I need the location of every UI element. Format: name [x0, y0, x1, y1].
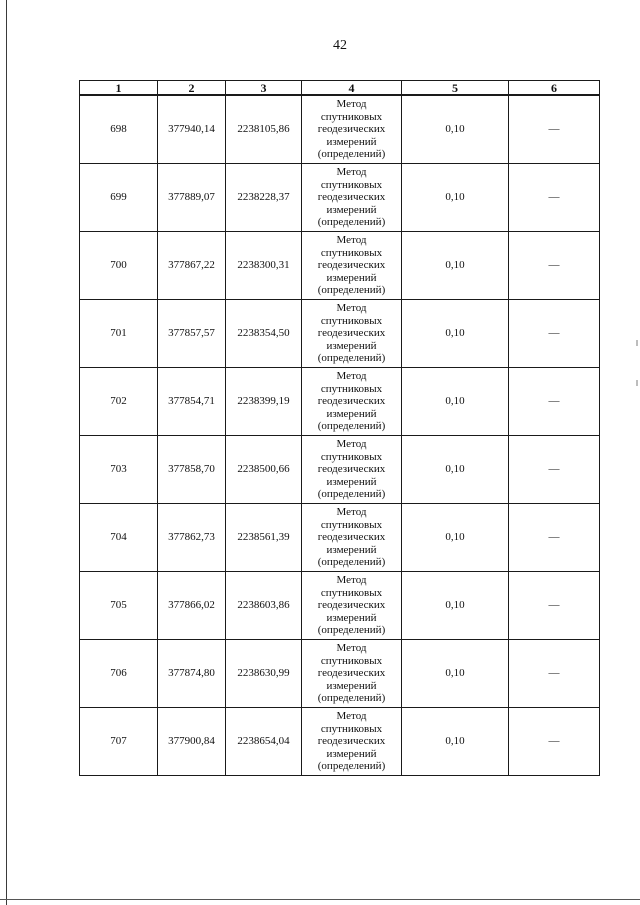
method-text-line: геодезических	[317, 599, 386, 612]
y-coordinate-cell: 2238603,86	[226, 572, 302, 640]
method-text-line: (определений)	[317, 556, 386, 569]
method-text-line: спутниковых	[320, 450, 383, 463]
method-text-line: геодезических	[317, 531, 386, 544]
note-cell: —	[509, 300, 600, 368]
method-text-line: (определений)	[317, 624, 386, 637]
coordinates-table	[79, 80, 600, 776]
method-text-line: измерений	[326, 407, 377, 420]
method-text-line: (определений)	[317, 352, 386, 365]
scan-margin-mark	[636, 340, 638, 346]
x-coordinate-cell: 377900,84	[158, 708, 226, 776]
method-text-line: спутниковых	[320, 382, 383, 395]
accuracy-cell: 0,10	[402, 708, 509, 776]
table-row	[80, 640, 600, 708]
method-text-line: спутниковых	[320, 178, 383, 191]
table-row	[80, 436, 600, 504]
table-row	[80, 504, 600, 572]
method-text-line: геодезических	[317, 191, 386, 204]
page-number: 42	[333, 38, 347, 53]
method-text-line: Метод	[336, 98, 367, 111]
x-coordinate-cell: 377854,71	[158, 368, 226, 436]
table-row	[80, 164, 600, 232]
table-row	[80, 368, 600, 436]
method-text-line: Метод	[336, 302, 367, 315]
method-text-line: спутниковых	[320, 110, 383, 123]
point-number-cell: 705	[80, 572, 158, 640]
method-text-line: геодезических	[317, 667, 386, 680]
table-row	[80, 232, 600, 300]
y-coordinate-cell: 2238354,50	[226, 300, 302, 368]
accuracy-cell: 0,10	[402, 368, 509, 436]
column-header: 1	[80, 81, 158, 96]
note-cell: —	[509, 572, 600, 640]
accuracy-cell: 0,10	[402, 300, 509, 368]
method-text-line: (определений)	[317, 488, 386, 501]
y-coordinate-cell: 2238105,86	[226, 95, 302, 164]
method-text-line: измерений	[326, 135, 377, 148]
point-number-cell: 698	[80, 95, 158, 164]
method-text-line: (определений)	[317, 148, 386, 161]
method-text-line: измерений	[326, 747, 377, 760]
accuracy-cell: 0,10	[402, 164, 509, 232]
method-text-line: измерений	[326, 543, 377, 556]
column-header: 5	[402, 81, 509, 96]
x-coordinate-cell: 377858,70	[158, 436, 226, 504]
note-cell: —	[509, 232, 600, 300]
method-text-line: (определений)	[317, 760, 386, 773]
table-header-row	[80, 81, 600, 96]
note-cell: —	[509, 504, 600, 572]
method-text-line: спутниковых	[320, 246, 383, 259]
column-header: 3	[226, 81, 302, 96]
method-text-line: спутниковых	[320, 722, 383, 735]
y-coordinate-cell: 2238500,66	[226, 436, 302, 504]
method-cell	[302, 95, 402, 164]
note-cell: —	[509, 708, 600, 776]
method-text-line: геодезических	[317, 395, 386, 408]
method-cell	[302, 504, 402, 572]
accuracy-cell: 0,10	[402, 572, 509, 640]
method-text-line: измерений	[326, 339, 377, 352]
scan-bottom-edge	[0, 899, 640, 900]
table-row	[80, 95, 600, 164]
method-text-line: измерений	[326, 611, 377, 624]
method-text-line: Метод	[336, 710, 367, 723]
x-coordinate-cell: 377867,22	[158, 232, 226, 300]
point-number-cell: 700	[80, 232, 158, 300]
method-text-line: Метод	[336, 166, 367, 179]
point-number-cell: 706	[80, 640, 158, 708]
table-row	[80, 300, 600, 368]
method-text-line: геодезических	[317, 463, 386, 476]
method-text-line: (определений)	[317, 284, 386, 297]
method-cell	[302, 708, 402, 776]
method-text-line: спутниковых	[320, 654, 383, 667]
x-coordinate-cell: 377862,73	[158, 504, 226, 572]
scan-margin-mark	[636, 380, 638, 386]
column-header: 4	[302, 81, 402, 96]
method-text-line: спутниковых	[320, 314, 383, 327]
method-text-line: (определений)	[317, 216, 386, 229]
method-text-line: измерений	[326, 475, 377, 488]
method-cell	[302, 572, 402, 640]
point-number-cell: 704	[80, 504, 158, 572]
method-text-line: измерений	[326, 203, 377, 216]
method-text-line: измерений	[326, 271, 377, 284]
point-number-cell: 699	[80, 164, 158, 232]
point-number-cell: 702	[80, 368, 158, 436]
note-cell: —	[509, 640, 600, 708]
x-coordinate-cell: 377940,14	[158, 95, 226, 164]
x-coordinate-cell: 377889,07	[158, 164, 226, 232]
method-text-line: спутниковых	[320, 586, 383, 599]
column-header: 6	[509, 81, 600, 96]
point-number-cell: 707	[80, 708, 158, 776]
method-text-line: Метод	[336, 642, 367, 655]
method-cell	[302, 640, 402, 708]
method-text-line: геодезических	[317, 123, 386, 136]
accuracy-cell: 0,10	[402, 232, 509, 300]
point-number-cell: 703	[80, 436, 158, 504]
method-text-line: (определений)	[317, 692, 386, 705]
table-body	[80, 95, 600, 776]
method-cell	[302, 368, 402, 436]
accuracy-cell: 0,10	[402, 640, 509, 708]
note-cell: —	[509, 368, 600, 436]
method-text-line: геодезических	[317, 259, 386, 272]
method-text-line: Метод	[336, 506, 367, 519]
method-text-line: геодезических	[317, 735, 386, 748]
y-coordinate-cell: 2238561,39	[226, 504, 302, 572]
x-coordinate-cell: 377866,02	[158, 572, 226, 640]
method-cell	[302, 164, 402, 232]
method-text-line: Метод	[336, 370, 367, 383]
method-text-line: спутниковых	[320, 518, 383, 531]
note-cell: —	[509, 164, 600, 232]
note-cell: —	[509, 95, 600, 164]
accuracy-cell: 0,10	[402, 95, 509, 164]
method-text-line: измерений	[326, 679, 377, 692]
y-coordinate-cell: 2238399,19	[226, 368, 302, 436]
y-coordinate-cell: 2238654,04	[226, 708, 302, 776]
x-coordinate-cell: 377874,80	[158, 640, 226, 708]
scan-left-edge	[6, 0, 7, 905]
table-row	[80, 572, 600, 640]
method-cell	[302, 232, 402, 300]
y-coordinate-cell: 2238228,37	[226, 164, 302, 232]
y-coordinate-cell: 2238630,99	[226, 640, 302, 708]
method-cell	[302, 300, 402, 368]
method-text-line: Метод	[336, 234, 367, 247]
method-text-line: Метод	[336, 438, 367, 451]
point-number-cell: 701	[80, 300, 158, 368]
accuracy-cell: 0,10	[402, 504, 509, 572]
method-text-line: геодезических	[317, 327, 386, 340]
table-row	[80, 708, 600, 776]
method-text-line: Метод	[336, 574, 367, 587]
accuracy-cell: 0,10	[402, 436, 509, 504]
note-cell: —	[509, 436, 600, 504]
method-text-line: (определений)	[317, 420, 386, 433]
column-header: 2	[158, 81, 226, 96]
method-cell	[302, 436, 402, 504]
y-coordinate-cell: 2238300,31	[226, 232, 302, 300]
x-coordinate-cell: 377857,57	[158, 300, 226, 368]
